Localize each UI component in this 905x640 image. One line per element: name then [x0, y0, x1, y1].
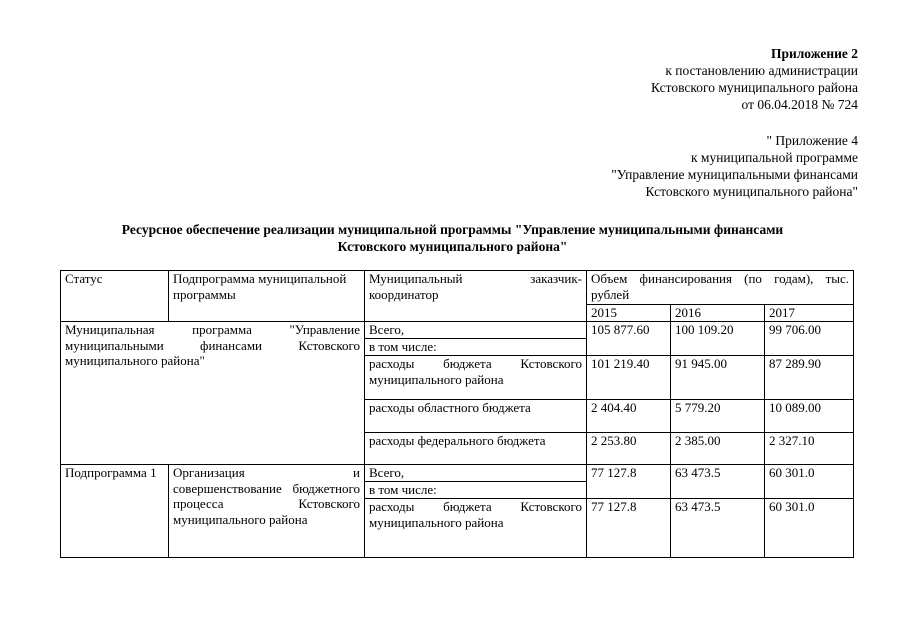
header-subprogram: Подпрограмма муниципальной программы [169, 271, 365, 322]
row-label: Всего, [365, 465, 587, 482]
subprogram-name: Организация и совершенствование бюджетного процесса Кстовского муниципального района [169, 465, 365, 558]
value-cell: 2 327.10 [765, 433, 854, 465]
header-funding: Объем финансирования (по годам), тыс. рублей [587, 271, 854, 305]
appendix-4-header [611, 132, 858, 200]
header-year: 2016 [671, 305, 765, 322]
document-title-line: Кстовского муниципального района" [337, 239, 568, 254]
value-cell: 2 253.80 [587, 433, 671, 465]
row-label: расходы бюджета Кстовского муниципального района [365, 356, 587, 400]
value-cell: 60 301.0 [765, 499, 854, 558]
row-label: в том числе: [365, 339, 587, 356]
document-title [60, 221, 845, 255]
appendix-2-header [651, 45, 858, 113]
value-cell: 2 404.40 [587, 400, 671, 433]
appendix-2-line: к постановлению администрации [665, 63, 858, 78]
row-label: расходы бюджета Кстовского муниципального района [365, 499, 587, 558]
row-label: расходы федерального бюджета [365, 433, 587, 465]
value-cell: 77 127.8 [587, 465, 671, 499]
value-cell: 101 219.40 [587, 356, 671, 400]
header-year: 2015 [587, 305, 671, 322]
row-label: Всего, [365, 322, 587, 339]
appendix-4-line: к муниципальной программе [690, 150, 858, 165]
row-label: расходы областного бюджета [365, 400, 587, 433]
value-cell: 2 385.00 [671, 433, 765, 465]
value-cell: 63 473.5 [671, 499, 765, 558]
header-status: Статус [61, 271, 169, 322]
appendix-4-line: "Управление муниципальными финансами [611, 167, 858, 182]
value-cell: 100 109.20 [671, 322, 765, 356]
value-cell: 60 301.0 [765, 465, 854, 499]
value-cell: 63 473.5 [671, 465, 765, 499]
appendix-2-title: Приложение 2 [770, 46, 858, 61]
subprogram-status: Подпрограмма 1 [61, 465, 169, 558]
appendix-4-line: Кстовского муниципального района" [645, 184, 858, 199]
program-name: Муниципальная программа "Управление муниципальными финансами Кстовского муниципального района" [61, 322, 365, 465]
header-year: 2017 [765, 305, 854, 322]
value-cell: 5 779.20 [671, 400, 765, 433]
document-title-line: Ресурсное обеспечение реализации муниципальной программы "Управление муниципальными финансами [121, 222, 784, 237]
value-cell: 87 289.90 [765, 356, 854, 400]
value-cell: 77 127.8 [587, 499, 671, 558]
appendix-4-line: " Приложение 4 [766, 133, 858, 148]
value-cell: 99 706.00 [765, 322, 854, 356]
header-customer: Муниципальный заказчик-координатор [365, 271, 587, 322]
appendix-2-line: Кстовского муниципального района [650, 80, 858, 95]
value-cell: 91 945.00 [671, 356, 765, 400]
appendix-2-line: от 06.04.2018 № 724 [741, 97, 858, 112]
value-cell: 10 089.00 [765, 400, 854, 433]
row-label: в том числе: [365, 482, 587, 499]
value-cell: 105 877.60 [587, 322, 671, 356]
resource-table [60, 270, 854, 558]
